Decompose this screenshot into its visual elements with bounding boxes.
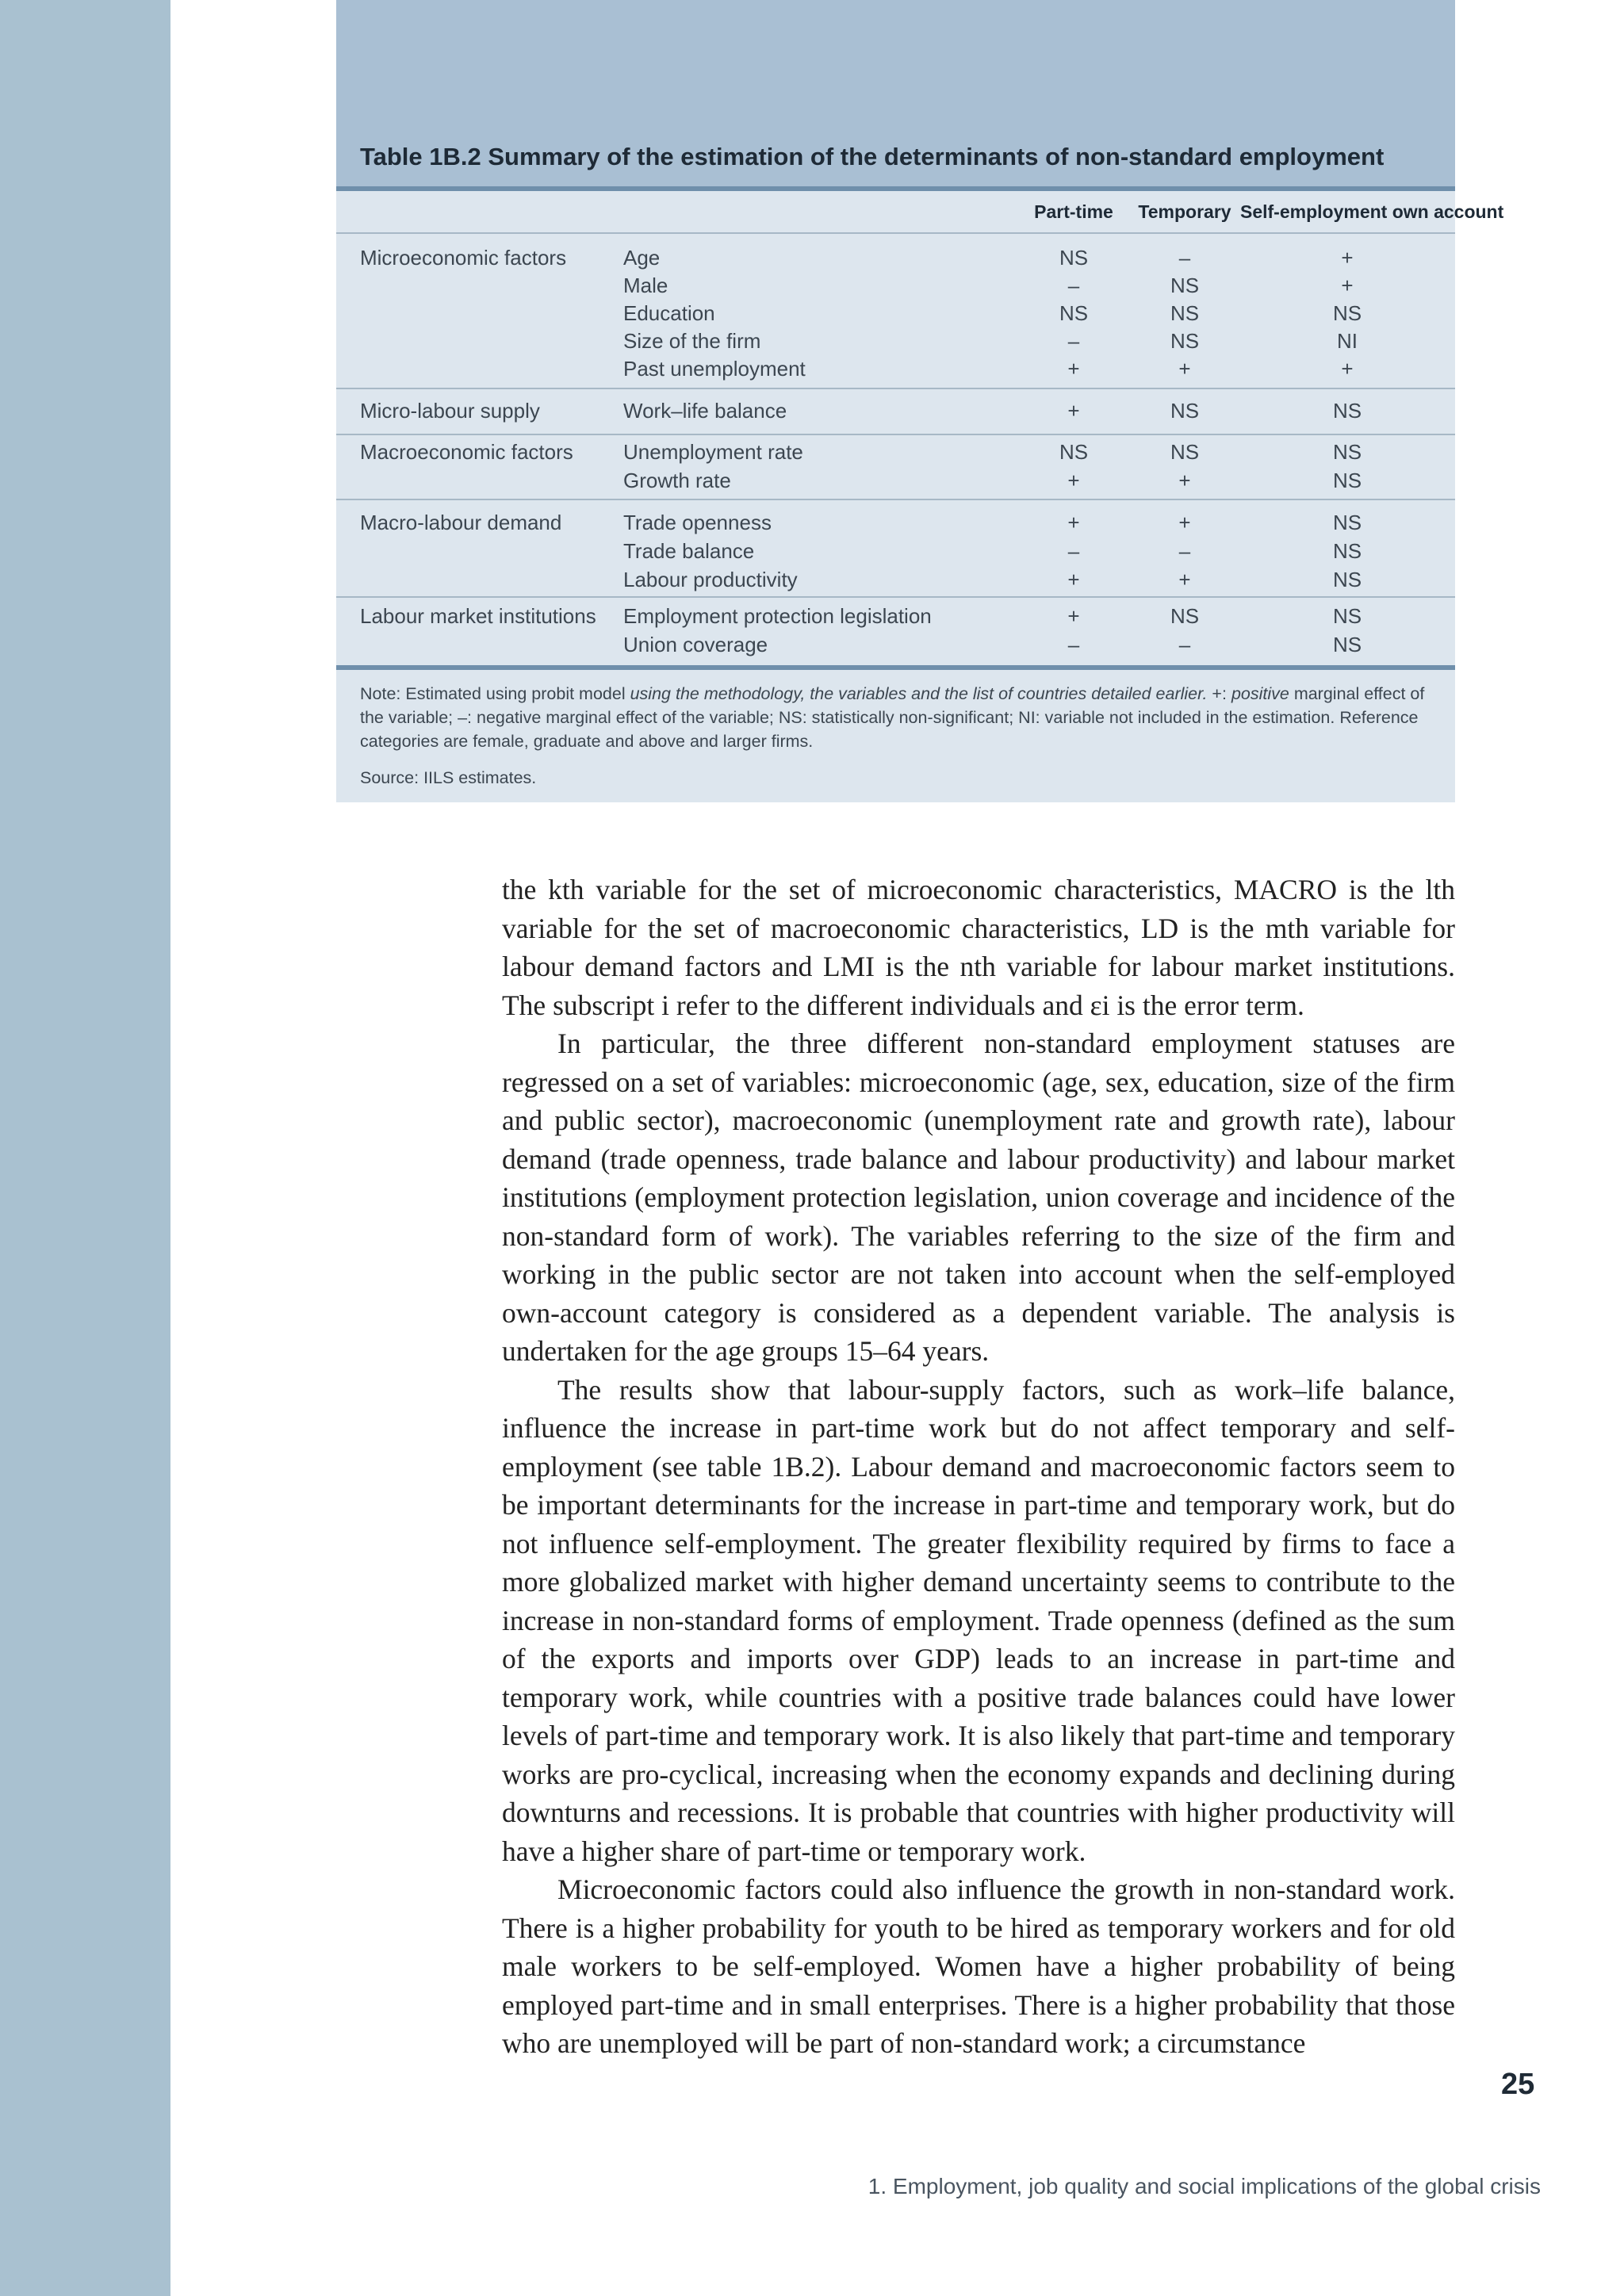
header-rule — [336, 232, 1455, 234]
table-cell: NS — [1332, 469, 1362, 492]
note-italic-positive: positive — [1231, 684, 1289, 703]
table-variable: Age — [623, 246, 661, 270]
table-cell: + — [1067, 357, 1080, 381]
table-cell: NS — [1332, 604, 1362, 628]
table-cell: – — [1067, 329, 1080, 353]
table-cell: NS — [1170, 604, 1200, 628]
table-panel — [336, 0, 1504, 802]
table-top-rule — [336, 186, 1455, 191]
group-rule — [336, 499, 1455, 500]
table-cell: NS — [1170, 274, 1200, 297]
table-variable: Past unemployment — [623, 357, 806, 381]
table-cell: NS — [1170, 440, 1200, 464]
table-cell: NS — [1332, 539, 1362, 563]
table-cell: – — [1067, 633, 1080, 656]
table-variable: Unemployment rate — [623, 440, 803, 464]
paragraph-4: Microeconomic factors could also influence the growth in non-standard work. There is a higher probability for youth to be hired as temporary workers and for old male workers to be self-employed. Women have a higher probability of being employed part-time and in small enterprises. There is a higher probability that those who are unemployed will be part of non-standard work; a circumstance — [502, 1873, 1455, 2059]
table-cell: + — [1067, 568, 1080, 591]
group-rule — [336, 596, 1455, 598]
table-category: Microeconomic factors — [360, 246, 567, 270]
table-bottom-rule — [336, 665, 1455, 670]
table-cell: + — [1178, 511, 1191, 534]
page-number: 25 — [1501, 2068, 1535, 2101]
table-category: Macro-labour demand — [360, 511, 562, 534]
table-cell: – — [1178, 246, 1191, 270]
table-cell: – — [1067, 274, 1080, 297]
table-variable: Growth rate — [623, 469, 731, 492]
table-cell: + — [1067, 399, 1080, 423]
table-category: Macroeconomic factors — [360, 440, 573, 464]
table-cell: NS — [1059, 246, 1089, 270]
table-cell: NS — [1332, 301, 1362, 325]
table-cell: NS — [1170, 399, 1200, 423]
column-header-self-employment: Self-employment own account — [1240, 201, 1504, 222]
table-variable: Work–life balance — [623, 399, 787, 423]
note-italic: using the methodology, the variables and the list of countries detailed earlier. — [630, 684, 1208, 703]
table-variable: Employment protection legislation — [623, 604, 932, 628]
table-cell: – — [1178, 539, 1191, 563]
body-text — [502, 871, 1455, 2063]
note-mid: +: — [1207, 684, 1231, 703]
table-cell: + — [1341, 246, 1354, 270]
table-cell: NS — [1332, 568, 1362, 591]
table-cell: + — [1341, 274, 1354, 297]
table-cell: + — [1178, 357, 1191, 381]
table-cell: + — [1178, 568, 1191, 591]
table-cell: NI — [1337, 329, 1358, 353]
table-cell: + — [1178, 469, 1191, 492]
table-category: Micro-labour supply — [360, 399, 540, 423]
table-cell: + — [1067, 511, 1080, 534]
table-cell: + — [1067, 604, 1080, 628]
group-rule — [336, 434, 1455, 435]
table-cell: – — [1067, 539, 1080, 563]
table-cell: NS — [1332, 511, 1362, 534]
note-prefix: Note: Estimated using probit model — [360, 684, 630, 703]
table-variable: Size of the firm — [623, 329, 761, 353]
table-variable: Labour productivity — [623, 568, 798, 591]
note-rest: marginal effect of the variable; –: negative marginal effect of the variable; NS: statistically non-significant; NI: variable not included in the estimation. Reference categories are female, graduate and above and larger firms. — [360, 684, 1425, 751]
group-rule — [336, 388, 1455, 389]
table-variable: Education — [623, 301, 715, 325]
table-cell: NS — [1332, 399, 1362, 423]
table-source: Source: IILS estimates. — [360, 768, 537, 787]
table-cell: NS — [1170, 301, 1200, 325]
table-variable: Trade openness — [623, 511, 772, 534]
column-header-temporary: Temporary — [1138, 201, 1231, 222]
table-variable: Trade balance — [623, 539, 755, 563]
table-category: Labour market institutions — [360, 604, 596, 628]
column-header-part-time: Part-time — [1034, 201, 1113, 222]
paragraph-2: In particular, the three different non-standard employment statuses are regressed on a set of variables: microeconomic (age, sex, education, size of the firm and public sector), macroeconomic (unemployment rate and growth rate), labour demand (trade openness, trade balance and labour productivity) and labour market institutions (employment protection legislation, union coverage and incidence of the non-standard form of work). The variables referring to the size of the firm and working in the public sector are not taken into account when the self-employed own-account category is considered as a dependent variable. The analysis is undertaken for the age groups 15–64 years. — [502, 1027, 1455, 1367]
table-cell: NS — [1059, 440, 1089, 464]
table-cell: + — [1067, 469, 1080, 492]
table-title: Table 1B.2 Summary of the estimation of the determinants of non-standard employment — [360, 143, 1385, 170]
table-cell: NS — [1059, 301, 1089, 325]
table-cell: + — [1341, 357, 1354, 381]
table-variable: Union coverage — [623, 633, 768, 656]
running-footer: 1. Employment, job quality and social implications of the global crisis — [868, 2174, 1541, 2198]
left-color-band — [0, 0, 170, 2296]
table-variable: Male — [623, 274, 668, 297]
paragraph-1: the kth variable for the set of microeconomic characteristics, MACRO is the lth variable for the set of macroeconomic characteristics, LD is the mth variable for labour demand factors and LMI is the nth variable for labour market institutions. The subscript i refer to the different individuals and εi is the error term. — [502, 874, 1455, 1021]
table-note — [360, 682, 1434, 753]
table-cell: – — [1178, 633, 1191, 656]
paragraph-3: The results show that labour-supply factors, such as work–life balance, influence the increase in part-time work but do not affect temporary and self-employment (see table 1B.2). Labour demand and macroeconomic factors seem to be important determinants for the increase in part-time and temporary work, but do not influence self-employment. The greater flexibility required by firms to face a more globalized market with higher demand uncertainty seems to contribute to the increase in non-standard forms of employment. Trade openness (defined as the sum of the exports and imports over GDP) leads to an increase in part-time and temporary work, while countries with a positive trade balances could have lower levels of part-time and temporary work. It is also likely that part-time and temporary works are pro-cyclical, increasing when the economy expands and declining during downturns and recessions. It is probable that countries with higher productivity will have a higher share of part-time or temporary work. — [502, 1373, 1455, 1867]
table-cell: NS — [1332, 440, 1362, 464]
table-cell: NS — [1170, 329, 1200, 353]
table-cell: NS — [1332, 633, 1362, 656]
